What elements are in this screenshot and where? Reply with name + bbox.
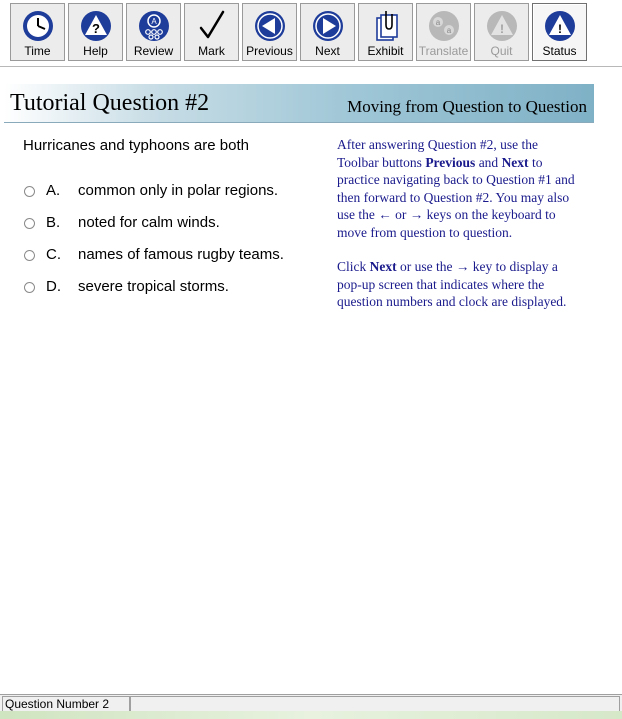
checkmark-icon	[195, 9, 229, 43]
instructions-text: and	[475, 154, 502, 170]
instructions-bold-next: Next	[369, 259, 397, 274]
exhibit-icon	[369, 9, 403, 43]
instructions-text: Click	[337, 259, 370, 274]
previous-button[interactable]	[242, 3, 297, 61]
instructions-bold-next: Next	[501, 154, 529, 170]
instructions-text: After answering Question #2, use the Toolbar buttons	[337, 137, 538, 170]
option-d-radio[interactable]	[24, 282, 35, 293]
option-d-text: severe tropical storms.	[78, 278, 229, 295]
review-button[interactable]	[126, 3, 181, 61]
svg-text:a: a	[435, 18, 441, 27]
quit-icon	[485, 9, 519, 43]
question-header	[4, 84, 594, 123]
status-bar	[0, 694, 622, 712]
status-button[interactable]	[532, 3, 587, 61]
mark-button[interactable]	[184, 3, 239, 61]
option-c[interactable]	[24, 246, 314, 266]
option-c-letter: C.	[46, 246, 61, 263]
option-a-letter: A.	[46, 182, 61, 199]
instructions-bold-previous: Previous	[425, 154, 476, 170]
svg-text:!: !	[558, 22, 562, 36]
option-b[interactable]	[24, 214, 314, 234]
arrow-right-icon	[311, 9, 345, 43]
quit-label: Quit	[490, 44, 513, 58]
time-button[interactable]	[10, 3, 65, 61]
toolbar	[0, 0, 622, 67]
status-bar-panel	[130, 696, 620, 712]
option-a[interactable]	[24, 182, 314, 202]
window-bottom-edge	[0, 711, 622, 719]
time-label: Time	[24, 44, 51, 58]
option-a-text: common only in polar regions.	[78, 182, 279, 199]
question-number-indicator: Question Number 2	[2, 696, 130, 712]
help-label: Help	[83, 44, 108, 58]
clock-icon	[21, 9, 55, 43]
option-c-text: names of famous rugby teams.	[78, 246, 284, 263]
previous-label: Previous	[246, 44, 293, 58]
svg-text:!: !	[500, 22, 504, 36]
exhibit-button[interactable]	[358, 3, 413, 61]
exhibit-label: Exhibit	[367, 44, 404, 58]
arrow-left-icon	[253, 9, 287, 43]
instructions-paragraph-2	[337, 258, 582, 311]
instructions-text: to practice navigating back to Question #1 and then forward to Question #2. You may also use the ← or → keys on the keyboard to move from question to question.	[337, 154, 575, 240]
svg-text:a: a	[446, 26, 452, 35]
instructions-paragraph-1	[337, 136, 582, 241]
next-button[interactable]	[300, 3, 355, 61]
option-c-radio[interactable]	[24, 250, 35, 261]
translate-button[interactable]	[416, 3, 471, 61]
page-subtitle: Moving from Question to Question	[347, 97, 587, 116]
option-d[interactable]	[24, 278, 314, 298]
help-icon	[79, 9, 113, 43]
option-b-letter: B.	[46, 214, 61, 231]
instructions-panel	[337, 136, 582, 328]
page-title: Tutorial Question #2	[10, 90, 210, 116]
translate-icon	[427, 9, 461, 43]
option-b-text: noted for calm winds.	[78, 214, 220, 231]
status-icon	[543, 9, 577, 43]
next-label: Next	[315, 44, 340, 58]
mark-label: Mark	[198, 44, 225, 58]
review-label: Review	[133, 44, 174, 58]
instructions-text: or use the → key to display a pop-up screen that indicates where the question numbers and clock are displayed.	[337, 259, 567, 309]
question-stem: Hurricanes and typhoons are both	[23, 137, 249, 154]
svg-text:A: A	[151, 17, 157, 26]
translate-label: Translate	[418, 44, 469, 58]
option-d-letter: D.	[46, 278, 61, 295]
option-b-radio[interactable]	[24, 218, 35, 229]
review-icon	[137, 9, 171, 43]
quit-button[interactable]	[474, 3, 529, 61]
svg-text:?: ?	[92, 21, 100, 36]
help-button[interactable]	[68, 3, 123, 61]
option-a-radio[interactable]	[24, 186, 35, 197]
status-label: Status	[542, 44, 577, 58]
